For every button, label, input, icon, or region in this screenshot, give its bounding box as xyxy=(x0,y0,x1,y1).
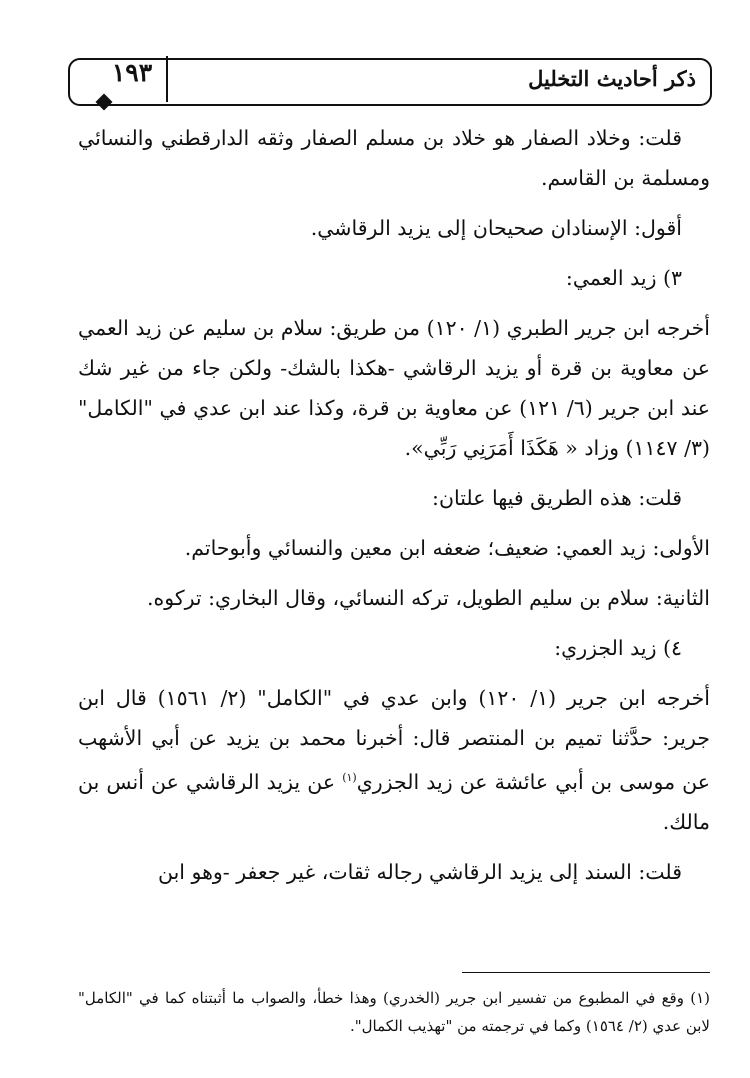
page-number: ١٩٣ xyxy=(111,58,153,87)
page-number-box xyxy=(98,56,168,102)
section-heading: ٤) زيد الجزري: xyxy=(554,636,682,660)
paragraph: قلت: السند إلى يزيد الرقاشي رجاله ثقات، غير جعفر -وهو ابن xyxy=(157,859,682,884)
paragraph-text: أخرجه ابن جرير (١/ ١٢٠) وابن عدي في "الكامل" (٢/ ١٥٦١) قال ابن جرير: حدَّثنا تميم بن المنتصر قال: أخبرنا محمد بن يزيد عن أبي الأشهب عن موسى بن أبي عائشة عن زيد الجزري xyxy=(78,686,710,794)
footnote-ref[interactable]: (١) xyxy=(342,771,357,784)
paragraph: الثانية: سلام بن سليم الطويل، تركه النسائي، وقال البخاري: تركوه. xyxy=(147,586,710,610)
paragraph-text: عن يزيد الرقاشي عن أنس بن مالك. xyxy=(78,769,710,834)
running-header xyxy=(68,58,710,106)
footnote-separator xyxy=(462,972,710,973)
paragraph: الأولى: زيد العمي: ضعيف؛ ضعفه ابن معين والنسائي وأبوحاتم. xyxy=(184,536,710,560)
paragraph: أقول: الإسنادان صحيحان إلى يزيد الرقاشي. xyxy=(310,216,682,240)
section-heading: ٣) زيد العمي: xyxy=(565,266,682,290)
paragraph: قلت: هذه الطريق فيها علتان: xyxy=(432,486,682,510)
footnote: (١) وقع في المطبوع من تفسير ابن جرير (الخدري) وهذا خطأ، والصواب ما أثبتناه كما في "الكامل" لابن عدي (٢/ ١٥٦٤) وكما في ترجمته من "تهذيب الكمال". xyxy=(78,989,710,1035)
paragraph: قلت: وخلاد الصفار هو خلاد بن مسلم الصفار وثقه الدارقطني والنسائي ومسلمة بن القاسم. xyxy=(78,126,710,190)
chapter-title: ذكر أحاديث التخليل xyxy=(528,66,696,91)
paragraph xyxy=(78,678,710,842)
main-text xyxy=(78,118,710,902)
paragraph: أخرجه ابن جرير الطبري (١/ ١٢٠) من طريق: سلام بن سليم عن زيد العمي عن معاوية بن قرة أو يزيد الرقاشي -هكذا بالشك- ولكن جاء من غير شك عند ابن جرير (٦/ ١٢١) عن معاوية بن قرة، وكذا عند ابن عدي في "الكامل" (٣/ ١١٤٧) وزاد « هَكَذَا أَمَرَنِي رَبِّي». xyxy=(78,316,710,460)
